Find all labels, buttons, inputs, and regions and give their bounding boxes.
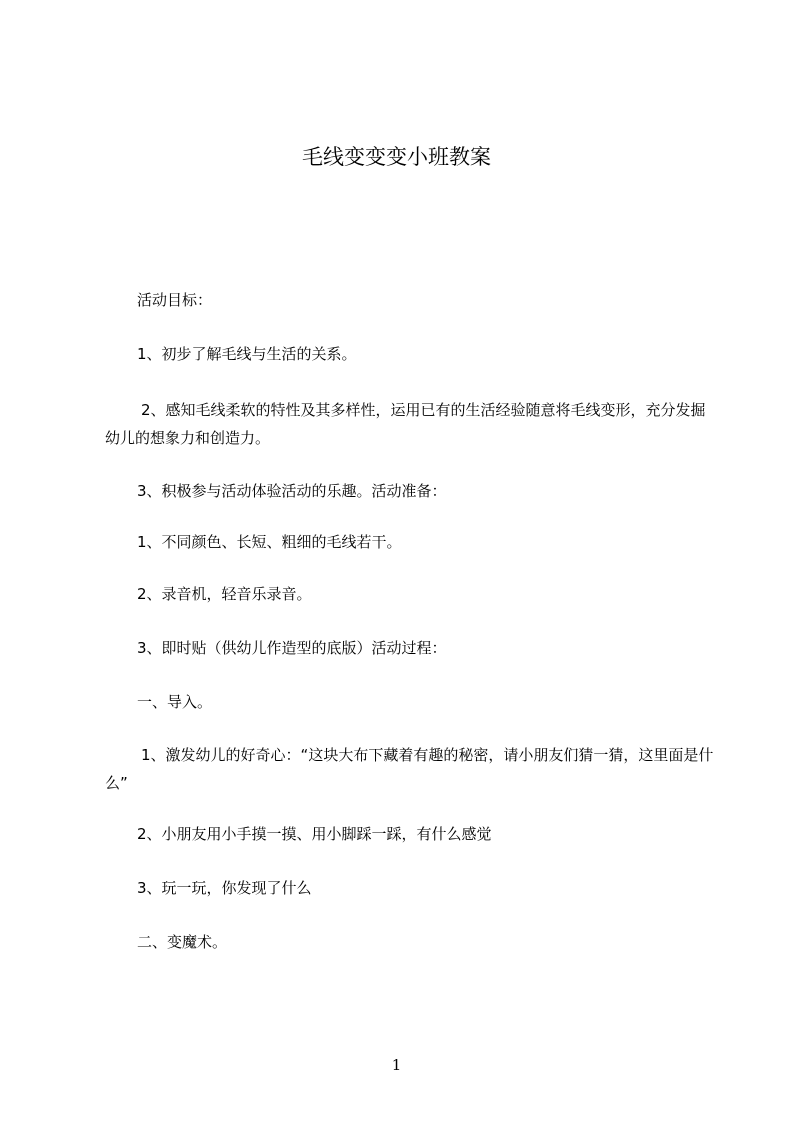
paragraph-prep-2: 2、录音机，轻音乐录音。 [137,585,312,603]
paragraph-activity-goals: 活动目标： [137,291,213,309]
paragraph-intro-1: 1、激发幼儿的好奇心：“这块大布下藏着有趣的秘密，请小朋友们猜一猜，这里面是什么” [105,746,714,792]
paragraph-goal-1: 1、初步了解毛线与生活的关系。 [137,345,357,363]
paragraph-goal-3: 3、积极参与活动体验活动的乐趣。活动准备： [137,482,447,500]
paragraph-prep-1: 1、不同颜色、长短、粗细的毛线若干。 [137,533,402,551]
paragraph-intro-2: 2、小朋友用小手摸一摸、用小脚踩一踩，有什么感觉 [137,825,492,843]
paragraph-goal-2: 2、感知毛线柔软的特性及其多样性，运用已有的生活经验随意将毛线变形，充分发掘幼儿的想象力和创造力。 [105,401,706,447]
paragraph-prep-3: 3、即时贴（供幼儿作造型的底版）活动过程： [137,639,447,657]
paragraph-section-magic: 二、变魔术。 [137,933,228,951]
page-number: 1 [391,1056,402,1074]
paragraph-section-intro: 一、导入。 [137,693,213,711]
document-title: 毛线变变变小班教案 [302,145,491,169]
paragraph-intro-3: 3、玩一玩，你发现了什么 [137,879,312,897]
